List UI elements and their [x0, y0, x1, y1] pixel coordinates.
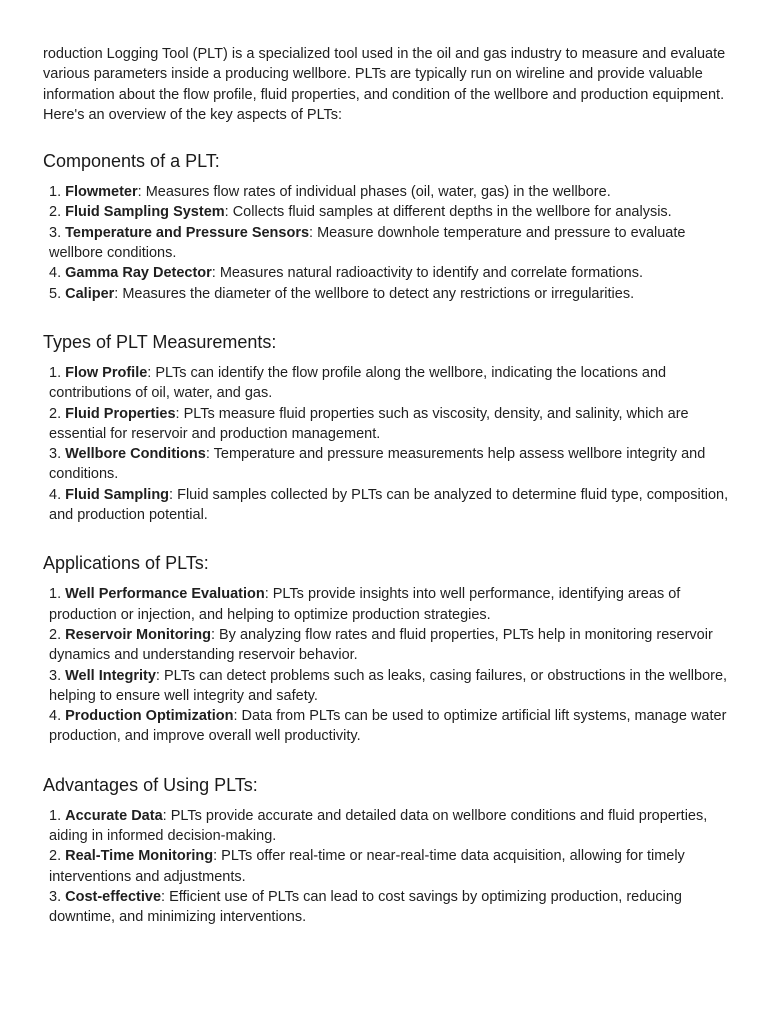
section-heading-types: Types of PLT Measurements: — [43, 331, 277, 352]
list-item — [49, 887, 730, 928]
item-term: Well Performance Evaluation — [65, 586, 265, 603]
list-item — [49, 223, 730, 264]
list-item — [49, 666, 730, 707]
section-heading-components: Components of a PLT: — [43, 151, 220, 172]
item-term: Fluid Sampling — [65, 486, 170, 503]
advantages-list — [43, 806, 730, 928]
item-number: 1. — [49, 807, 62, 824]
list-item — [49, 706, 730, 747]
item-term: Cost-effective — [65, 888, 162, 905]
item-text: : Measure downhole temperature and pressure to evaluate wellbore conditions. — [49, 224, 686, 262]
item-number: 5. — [49, 285, 62, 302]
item-term: Real-Time Monitoring — [65, 848, 214, 865]
item-number: 2. — [49, 204, 62, 221]
applications-list — [43, 584, 730, 746]
item-number: 3. — [49, 667, 62, 684]
item-text: : Fluid samples collected by PLTs can be analyzed to determine fluid type, composition, and production potential. — [49, 486, 729, 524]
item-text: : PLTs measure fluid properties such as viscosity, density, and salinity, which are essential for reservoir and production management. — [49, 405, 689, 442]
item-term: Wellbore Conditions — [65, 446, 206, 463]
item-text: : PLTs offer real-time or near-real-time data acquisition, allowing for timely interventions and adjustments. — [49, 848, 685, 885]
item-number: 2. — [49, 405, 62, 422]
item-term: Flowmeter — [65, 184, 138, 201]
list-item — [49, 263, 730, 283]
item-number: 2. — [49, 848, 62, 865]
list-item — [49, 806, 730, 847]
item-term: Temperature and Pressure Sensors — [65, 224, 310, 241]
item-text: : Efficient use of PLTs can lead to cost savings by optimizing production, reducing downtime, and minimizing interventions. — [49, 888, 682, 926]
list-item — [49, 584, 730, 625]
intro-paragraph: roduction Logging Tool (PLT) is a specialized tool used in the oil and gas industry to measure and evaluate various parameters inside a producing wellbore. PLTs are typically run on wireline and provide valuable information about the flow profile, fluid properties, and condition of the wellbore and production equipment. Here's an overview of the key aspects of PLTs: — [43, 46, 726, 123]
item-number: 1. — [49, 586, 62, 603]
item-number: 1. — [49, 364, 62, 381]
item-number: 3. — [49, 446, 62, 463]
item-term: Flow Profile — [65, 364, 148, 381]
item-text: : PLTs can identify the flow profile along the wellbore, indicating the locations and contributions of oil, water, and gas. — [49, 364, 667, 402]
list-item — [49, 202, 730, 222]
item-text: : PLTs can detect problems such as leaks, casing failures, or obstructions in the wellbore, helping to ensure well integrity and safety. — [49, 667, 728, 704]
item-term: Reservoir Monitoring — [65, 626, 211, 643]
item-text: : Measures natural radioactivity to identify and correlate formations. — [211, 265, 643, 282]
item-term: Production Optimization — [65, 708, 234, 725]
item-text: : Measures the diameter of the wellbore to detect any restrictions or irregularities. — [114, 285, 635, 302]
list-item — [49, 625, 730, 666]
list-item — [49, 404, 730, 445]
section-heading-advantages: Advantages of Using PLTs: — [43, 774, 258, 795]
section-heading-applications: Applications of PLTs: — [43, 553, 209, 574]
item-text: : PLTs provide accurate and detailed data on wellbore conditions and fluid properties, aiding in informed decision-making. — [49, 807, 708, 845]
item-text: : PLTs provide insights into well performance, identifying areas of production or injection, and helping to optimize production strategies. — [49, 586, 681, 623]
item-text: : Temperature and pressure measurements help assess wellbore integrity and conditions. — [49, 446, 706, 483]
item-text: : Data from PLTs can be used to optimize artificial lift systems, manage water production, and improve overall well productivity. — [49, 708, 727, 745]
item-term: Accurate Data — [65, 807, 163, 824]
list-item — [49, 363, 730, 404]
item-number: 4. — [49, 708, 62, 725]
list-item — [49, 846, 730, 887]
types-list — [43, 363, 730, 525]
item-term: Gamma Ray Detector — [65, 265, 212, 282]
item-text: : By analyzing flow rates and fluid properties, PLTs help in monitoring reservoir dynamics and understanding reservoir behavior. — [49, 626, 713, 664]
list-item — [49, 485, 730, 526]
item-text: : Collects fluid samples at different depths in the wellbore for analysis. — [224, 204, 672, 221]
item-number: 4. — [49, 265, 62, 282]
item-term: Well Integrity — [65, 667, 156, 684]
item-term: Fluid Sampling System — [65, 204, 225, 221]
item-number: 4. — [49, 486, 62, 503]
components-list — [43, 182, 730, 304]
item-number: 2. — [49, 626, 62, 643]
item-term: Fluid Properties — [65, 405, 176, 422]
item-text: : Measures flow rates of individual phases (oil, water, gas) in the wellbore. — [137, 184, 611, 201]
item-number: 3. — [49, 888, 62, 905]
list-item — [49, 284, 730, 304]
list-item — [49, 444, 730, 485]
list-item — [49, 182, 730, 202]
item-term: Caliper — [65, 285, 115, 302]
item-number: 1. — [49, 184, 62, 201]
item-number: 3. — [49, 224, 62, 241]
